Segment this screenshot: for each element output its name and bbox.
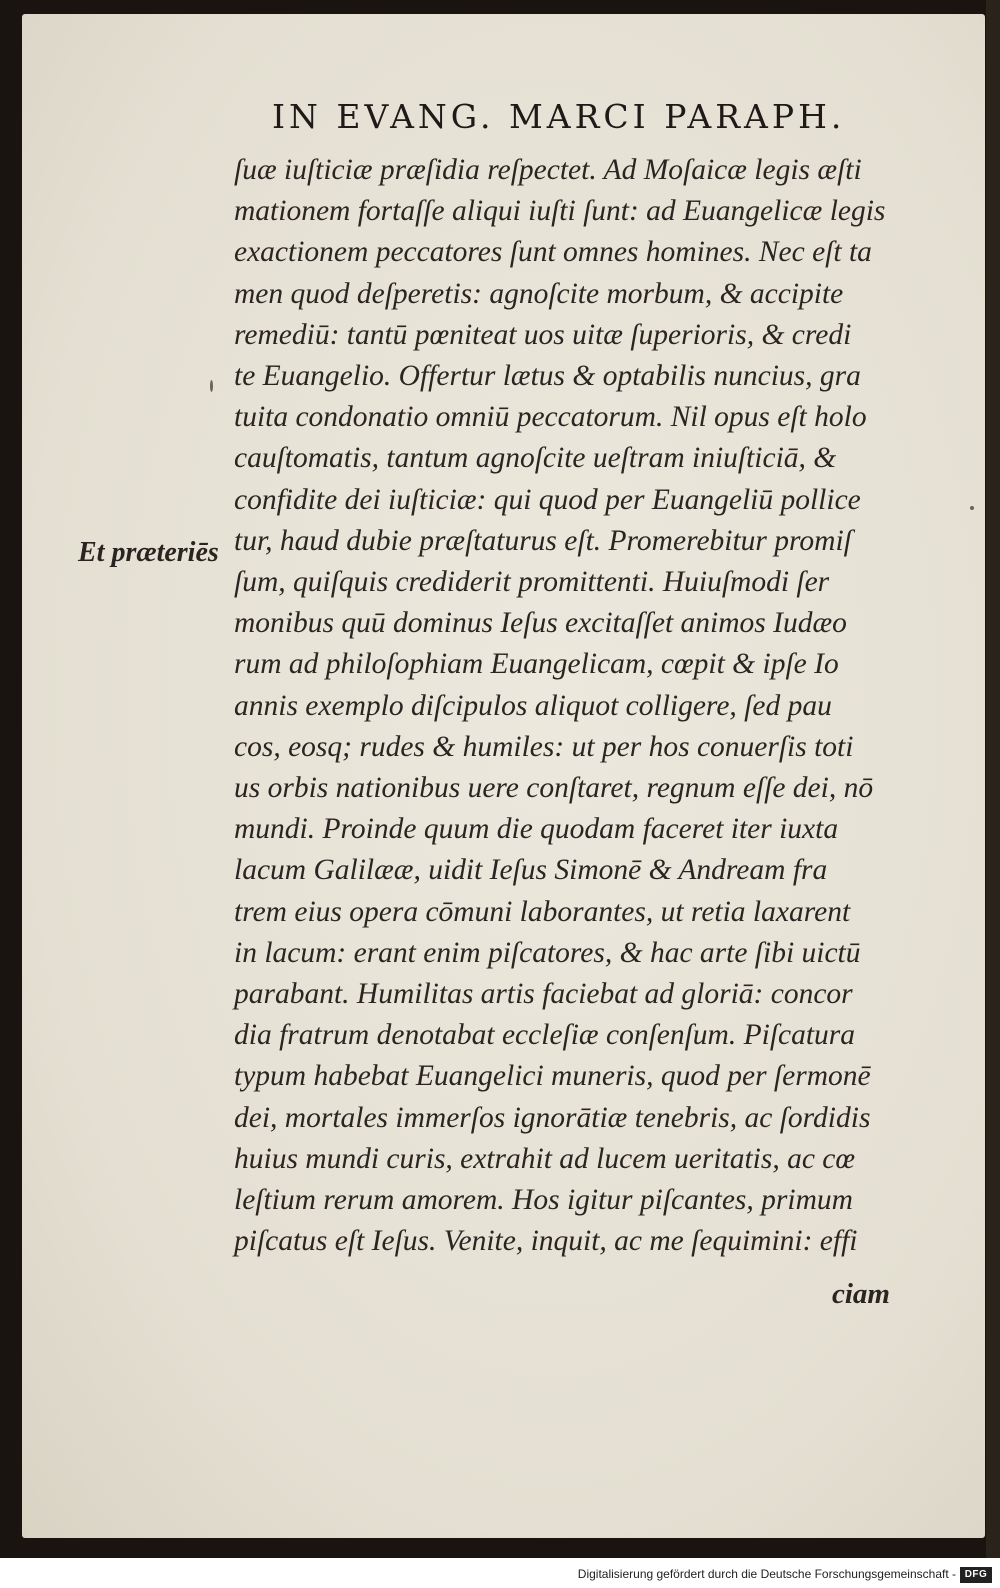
running-header: IN EVANG. MARCI PARAPH. <box>272 97 846 136</box>
text-line: ſuæ iuſticiæ præſidia reſpectet. Ad Moſaicæ legis æſti <box>234 154 862 186</box>
text-line: leſtium rerum amorem. Hos igitur piſcantes, primum <box>234 1184 853 1217</box>
text-line: cauſtomatis, tantum agnoſcite ueſtram iniuſticiā, & <box>234 442 837 475</box>
body-text <box>234 150 934 1262</box>
text-line: in lacum: erant enim piſcatores, & hac arte ſibi uictū <box>234 936 861 969</box>
text-line: confidite dei iuſticiæ: qui quod per Euangeliū pollice <box>234 483 861 516</box>
text-line: huius mundi curis, extrahit ad lucem ueritatis, ac cœ <box>234 1142 856 1175</box>
text-line: lacum Galilææ, uidit Ieſus Simonē & Andream fra <box>234 854 828 887</box>
funding-credit: Digitalisierung gefördert durch die Deutsche Forschungsgemeinschaft - <box>577 1567 956 1581</box>
text-line: exactionem peccatores ſunt omnes homines. Nec eſt ta <box>234 236 872 269</box>
text-line: annis exemplo diſcipulos aliquot colligere, ſed pau <box>234 689 832 722</box>
text-line: tuita condonatio omniū peccatorum. Nil opus eſt holo <box>234 401 867 434</box>
ink-speck <box>210 380 213 392</box>
footer-bar <box>0 1558 1000 1588</box>
catchword: ciam <box>832 1278 890 1310</box>
text-line: piſcatus eſt Ieſus. Venite, inquit, ac me ſequimini: effi <box>234 1225 858 1258</box>
text-line: rum ad philoſophiam Euangelicam, cœpit & ipſe Io <box>234 648 839 681</box>
text-line: mationem fortaſſe aliqui iuſti ſunt: ad Euangelicæ legis <box>234 195 886 228</box>
dfg-logo: DFG <box>960 1567 992 1583</box>
text-line: us orbis nationibus uere conſtaret, regnum eſſe dei, nō <box>234 772 874 805</box>
text-line: remediū: tantū pœniteat uos uitæ ſuperioris, & credi <box>234 318 852 351</box>
text-line: dei, mortales immerſos ignorātiæ tenebris, ac ſordidis <box>234 1101 871 1134</box>
text-line: te Euangelio. Offertur lætus & optabilis nuncius, gra <box>234 360 861 393</box>
text-line: dia fratrum denotabat eccleſiæ conſenſum. Piſcatura <box>234 1019 856 1052</box>
text-line: trem eius opera cōmuni laborantes, ut retia laxarent <box>234 895 851 928</box>
text-line: parabant. Humilitas artis faciebat ad gloriā: concor <box>234 978 853 1011</box>
page-edge-shadow <box>986 0 1000 1558</box>
text-line: men quod deſperetis: agnoſcite morbum, & accipite <box>234 277 844 310</box>
ink-speck <box>970 506 974 510</box>
marginal-note: Et præteriēs <box>78 537 219 568</box>
text-line: mundi. Proinde quum die quodam faceret iter iuxta <box>234 813 839 846</box>
text-line: ſum, quiſquis crediderit promittenti. Huiuſmodi ſer <box>234 566 830 599</box>
text-line: tur, haud dubie præſtaturus eſt. Promerebitur promiſ <box>234 524 852 557</box>
text-line: cos, eosq; rudes & humiles: ut per hos conuerſis toti <box>234 730 854 763</box>
text-line: monibus quū dominus Ieſus excitaſſet animos Iudæo <box>234 607 847 640</box>
text-line: typum habebat Euangelici muneris, quod per ſermonē <box>234 1060 871 1093</box>
